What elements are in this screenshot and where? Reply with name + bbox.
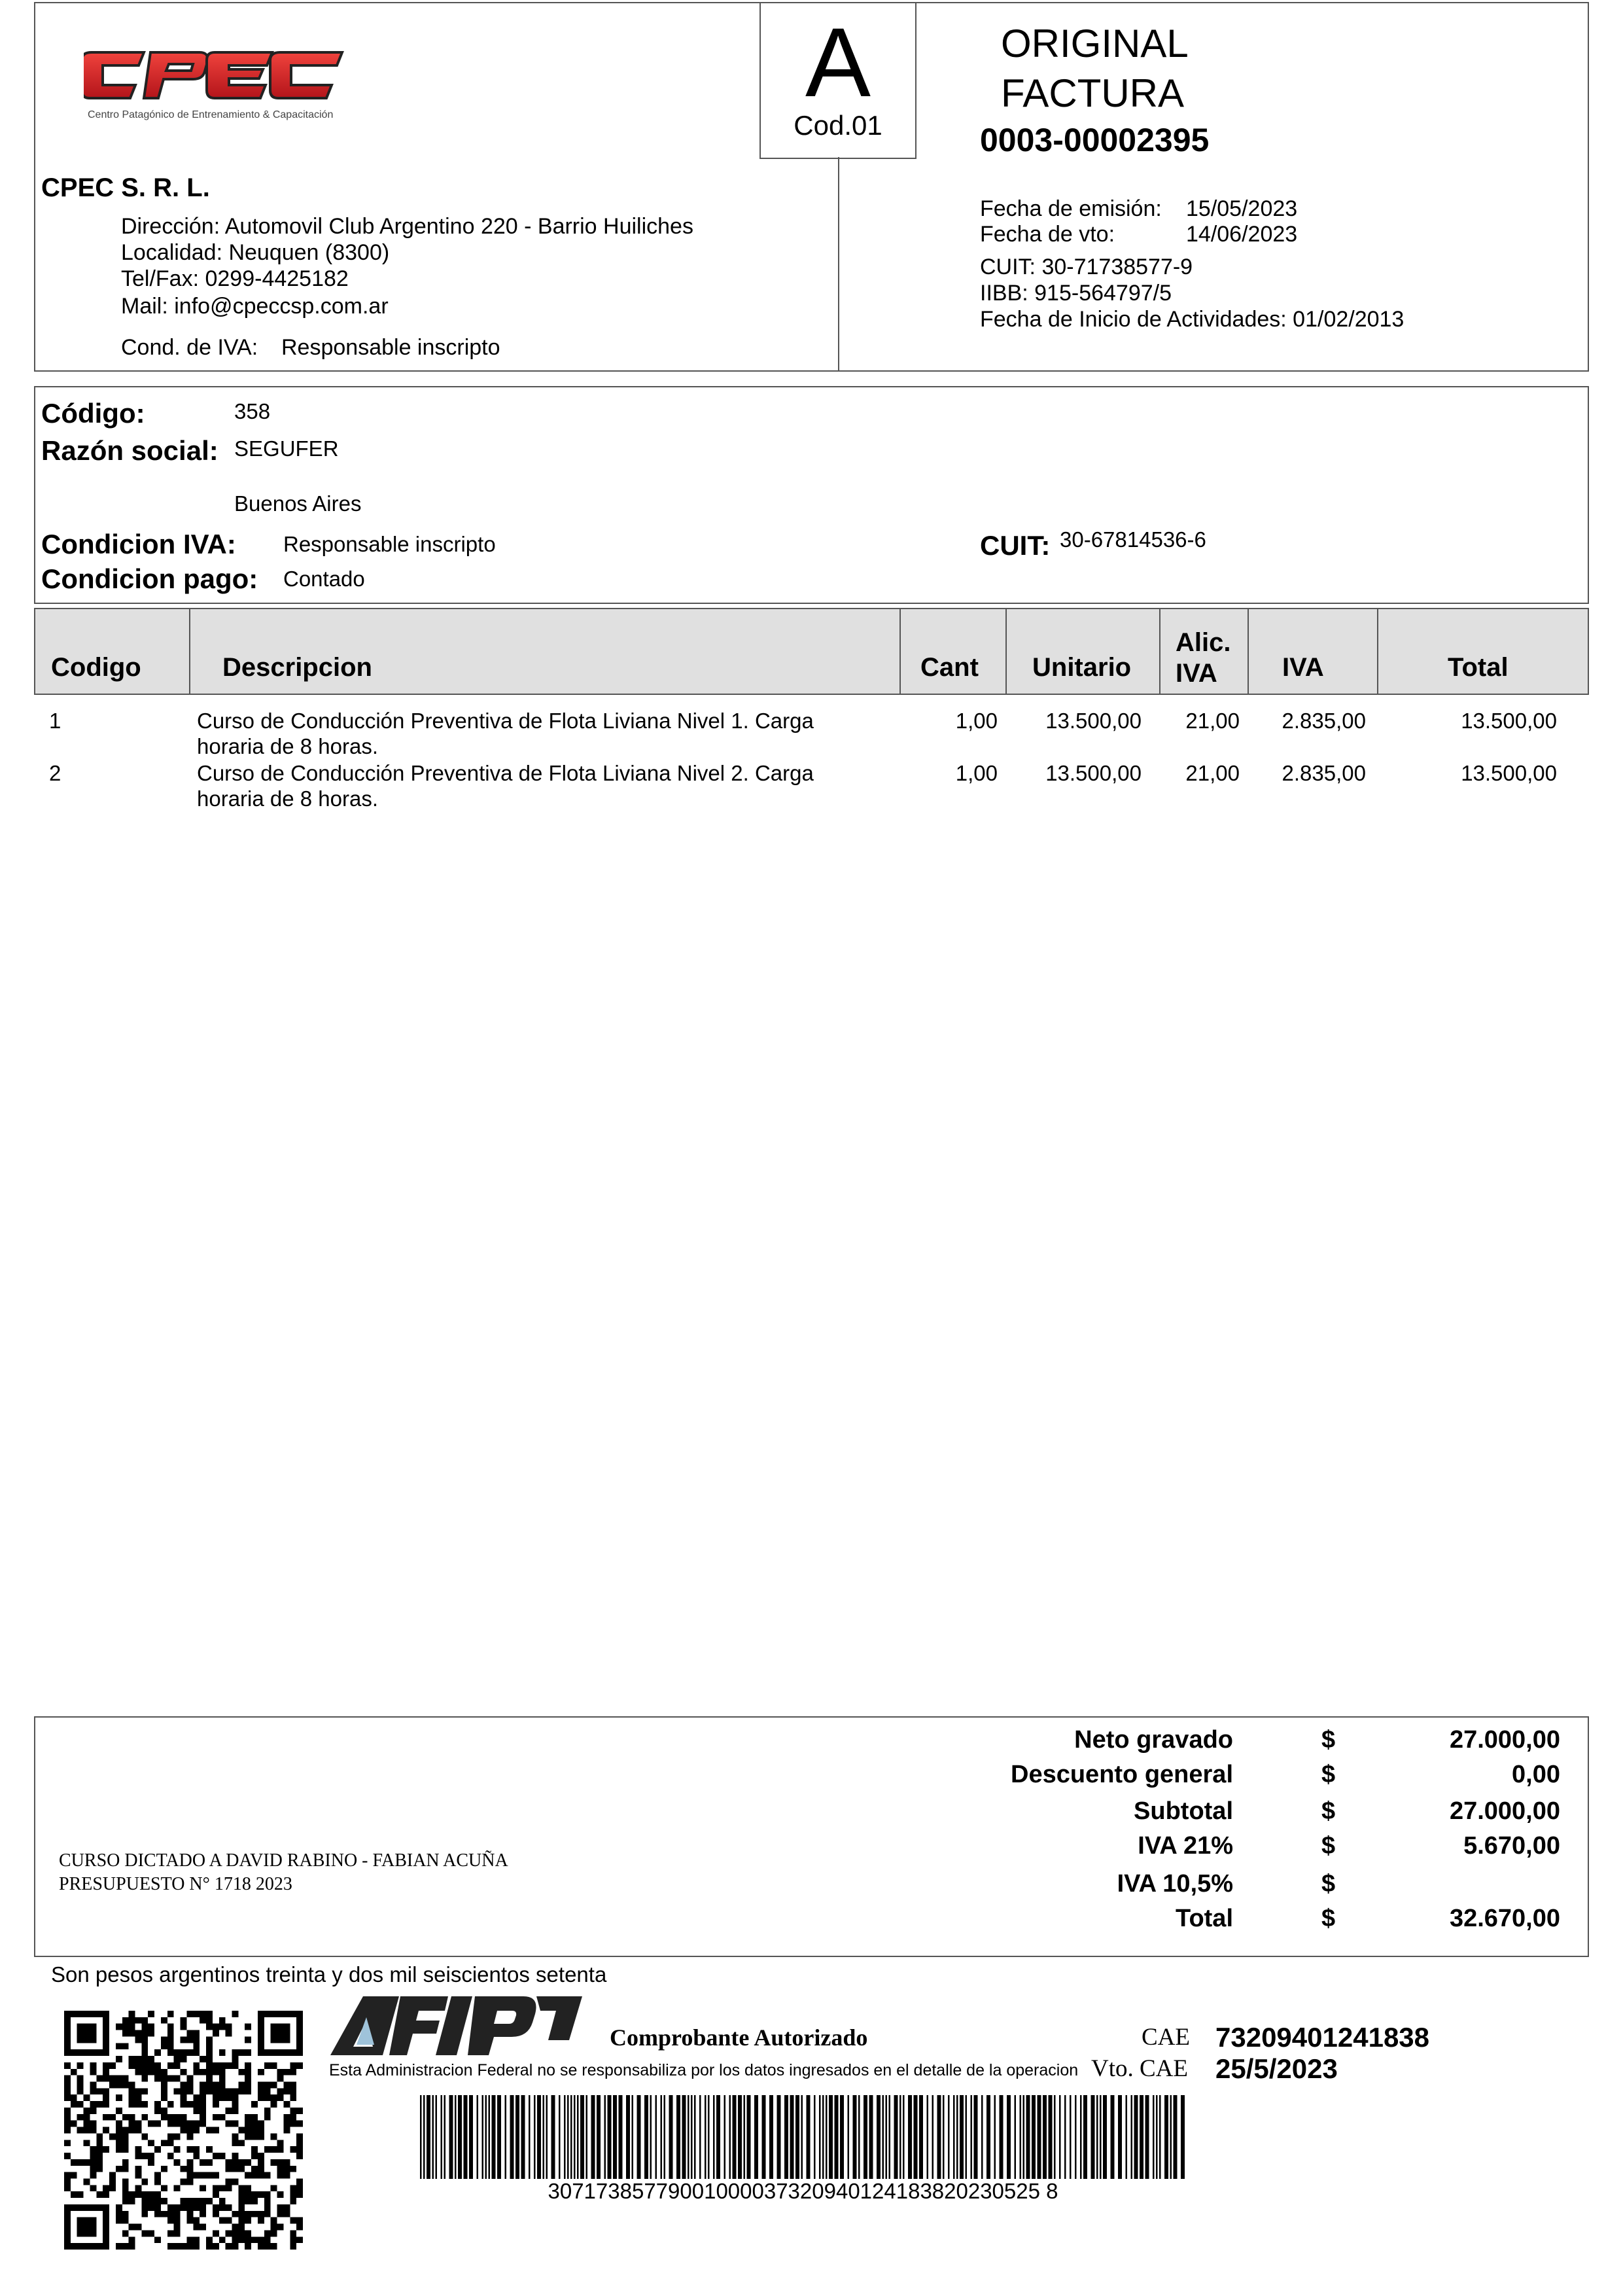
col-divider <box>1377 608 1378 695</box>
total-currency: $ <box>1321 1726 1336 1754</box>
barcode-number: 30717385779001000037320940124183820230525 8 <box>548 2179 1058 2203</box>
barcode <box>419 2095 1187 2179</box>
col-divider <box>1159 608 1161 695</box>
total-value-subtotal: 27.000,00 <box>1449 1797 1560 1825</box>
issuer-locality: Localidad: Neuquen (8300) <box>121 240 390 265</box>
comprobante-autorizado: Comprobante Autorizado <box>610 2024 868 2051</box>
client-code-label: Código: <box>41 398 145 429</box>
cae-label: CAE <box>1142 2024 1190 2051</box>
row-desc-line1: Curso de Conducción Preventiva de Flota Liviana Nivel 1. Carga <box>197 709 814 733</box>
row-alic: 21,00 <box>1185 761 1240 785</box>
afip-logo-icon <box>327 1991 585 2060</box>
issuer-cuit: CUIT: 30-71738577-9 <box>980 255 1193 279</box>
issuer-iibb: IIBB: 915-564797/5 <box>980 281 1172 306</box>
row-qty: 1,00 <box>955 709 998 733</box>
invoice-letter: A <box>805 7 871 117</box>
client-name-label: Razón social: <box>41 435 218 466</box>
copy-label: ORIGINAL <box>1001 22 1189 65</box>
table-row <box>0 709 1623 761</box>
total-label-iva105: IVA 10,5% <box>1117 1870 1233 1898</box>
th-total: Total <box>1448 653 1509 682</box>
row-unit: 13.500,00 <box>1045 761 1142 785</box>
issuer-phone: Tel/Fax: 0299-4425182 <box>121 266 349 291</box>
total-currency: $ <box>1321 1832 1336 1860</box>
invoice-number: 0003-00002395 <box>980 122 1210 158</box>
issue-date-label: Fecha de emisión: <box>980 196 1162 221</box>
col-divider <box>899 608 901 695</box>
client-pay-label: Condicion pago: <box>41 563 258 594</box>
row-desc-line2: horaria de 8 horas. <box>197 786 379 811</box>
issuer-name: CPEC S. R. L. <box>41 173 210 202</box>
issuer-mail: Mail: info@cpeccsp.com.ar <box>121 294 389 319</box>
total-value-iva21: 5.670,00 <box>1463 1832 1560 1860</box>
row-total: 13.500,00 <box>1461 761 1557 785</box>
cae-number: 73209401241838 <box>1215 2022 1430 2053</box>
client-city: Buenos Aires <box>234 491 362 516</box>
th-alic-1: Alic. <box>1176 628 1231 657</box>
row-desc-line2: horaria de 8 horas. <box>197 734 379 758</box>
th-qty: Cant <box>920 653 979 682</box>
total-currency: $ <box>1321 1761 1336 1788</box>
totals-table <box>916 1726 1570 1949</box>
client-cuit-label: CUIT: <box>980 530 1051 561</box>
row-iva: 2.835,00 <box>1282 761 1366 785</box>
total-value-discount: 0,00 <box>1512 1761 1560 1788</box>
issuer-address: Dirección: Automovil Club Argentino 220 - Barrio Huiliches <box>121 214 693 239</box>
client-cuit: 30-67814536-6 <box>1060 527 1206 552</box>
row-code: 1 <box>49 709 61 733</box>
row-total: 13.500,00 <box>1461 709 1557 733</box>
total-label-iva21: IVA 21% <box>1138 1832 1233 1860</box>
header-divider <box>838 157 839 372</box>
issuer-iva-label: Cond. de IVA: <box>121 335 258 360</box>
row-alic: 21,00 <box>1185 709 1240 733</box>
row-code: 2 <box>49 761 61 785</box>
logo-icon <box>84 39 352 111</box>
th-alic-2: IVA <box>1176 659 1217 688</box>
col-divider <box>189 608 190 695</box>
table-row <box>0 761 1623 813</box>
col-divider <box>1005 608 1007 695</box>
qr-code <box>64 2011 303 2250</box>
th-unit: Unitario <box>1032 653 1132 682</box>
qr-code-icon <box>64 2011 303 2250</box>
total-currency: $ <box>1321 1797 1336 1825</box>
col-divider <box>1248 608 1249 695</box>
total-label-subtotal: Subtotal <box>1134 1797 1233 1825</box>
doc-type: FACTURA <box>1001 71 1185 115</box>
client-code: 358 <box>234 399 271 423</box>
total-label-neto: Neto gravado <box>1074 1726 1233 1754</box>
th-iva: IVA <box>1282 653 1324 682</box>
company-logo <box>84 39 352 131</box>
th-code: Codigo <box>51 653 141 682</box>
logo-tagline: Centro Patagónico de Entrenamiento & Capacitación <box>88 109 334 120</box>
total-currency: $ <box>1321 1905 1336 1932</box>
client-name: SEGUFER <box>234 436 339 461</box>
afip-disclaimer: Esta Administracion Federal no se responsabiliza por los datos ingresados en el detalle de la operacion <box>329 2061 1079 2079</box>
total-value-neto: 27.000,00 <box>1449 1726 1560 1754</box>
due-date-label: Fecha de vto: <box>980 222 1115 247</box>
row-unit: 13.500,00 <box>1045 709 1142 733</box>
client-iva-label: Condicion IVA: <box>41 529 236 559</box>
activity-start: Fecha de Inicio de Actividades: 01/02/2013 <box>980 307 1405 332</box>
note-line1: CURSO DICTADO A DAVID RABINO - FABIAN ACUÑA <box>59 1850 508 1871</box>
total-label-total: Total <box>1176 1905 1233 1932</box>
row-qty: 1,00 <box>955 761 998 785</box>
afip-logo <box>327 1991 585 2060</box>
client-iva: Responsable inscripto <box>283 532 496 556</box>
total-currency: $ <box>1321 1870 1336 1898</box>
row-iva: 2.835,00 <box>1282 709 1366 733</box>
row-desc-line1: Curso de Conducción Preventiva de Flota Liviana Nivel 2. Carga <box>197 761 814 785</box>
th-desc: Descripcion <box>222 653 372 682</box>
due-date: 14/06/2023 <box>1186 222 1298 247</box>
cae-vto: 25/5/2023 <box>1215 2053 1338 2084</box>
issuer-iva-value: Responsable inscripto <box>281 335 500 360</box>
barcode-icon <box>419 2095 1187 2179</box>
issue-date: 15/05/2023 <box>1186 196 1298 221</box>
client-pay: Contado <box>283 567 365 591</box>
invoice-code: Cod.01 <box>794 110 882 141</box>
total-value-total: 32.670,00 <box>1449 1905 1560 1932</box>
total-label-discount: Descuento general <box>1011 1761 1233 1788</box>
note-line2: PRESUPUESTO N° 1718 2023 <box>59 1874 292 1894</box>
cae-vto-label: Vto. CAE <box>1091 2055 1188 2082</box>
amount-in-words: Son pesos argentinos treinta y dos mil seiscientos setenta <box>51 1962 607 1987</box>
